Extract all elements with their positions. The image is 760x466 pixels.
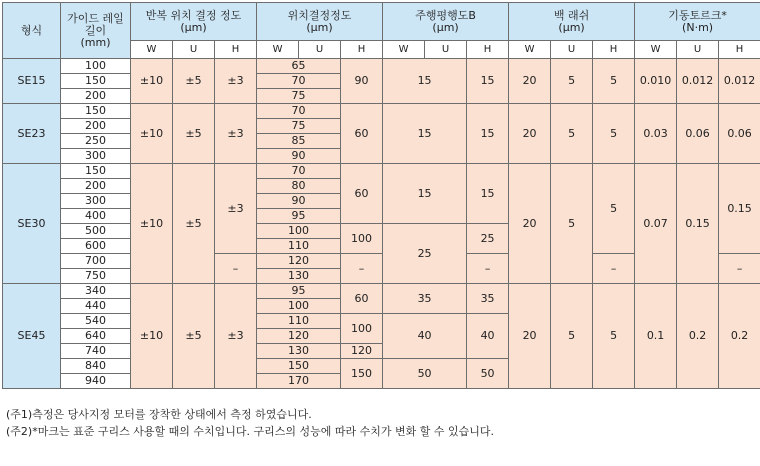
pos-wu: 150: [257, 359, 341, 374]
length-cell: 640: [61, 329, 131, 344]
length-cell: 500: [61, 224, 131, 239]
parallel-h: 15: [467, 164, 509, 224]
length-cell: 150: [61, 164, 131, 179]
pos-h: 60: [341, 284, 383, 314]
pos-wu: 95: [257, 284, 341, 299]
pos-wu: 70: [257, 74, 341, 89]
sub-h: H: [467, 41, 509, 59]
model-cell: SE30: [3, 164, 61, 284]
footnotes: [6, 406, 494, 440]
model-cell: SE45: [3, 284, 61, 389]
backlash-u: 5: [551, 284, 593, 389]
footnote-2: (주2)*마크는 표준 구리스 사용할 때의 수치입니다. 구리스의 성능에 따라 수치가 변화 할 수 있습니다.: [6, 425, 494, 438]
parallel-h: 40: [467, 314, 509, 359]
torque-w: 0.1: [635, 284, 677, 389]
pos-wu: 100: [257, 299, 341, 314]
pos-h: 100: [341, 314, 383, 344]
sub-u: U: [677, 41, 719, 59]
pos-h: 100: [341, 224, 383, 254]
repeat-h: ±3: [215, 59, 257, 104]
length-cell: 400: [61, 209, 131, 224]
sub-u: U: [299, 41, 341, 59]
pos-wu: 75: [257, 119, 341, 134]
repeat-u: ±5: [173, 59, 215, 104]
pos-wu: 70: [257, 164, 341, 179]
sub-w: W: [131, 41, 173, 59]
pos-wu: 75: [257, 89, 341, 104]
backlash-h: 5: [593, 284, 635, 389]
length-cell: 700: [61, 254, 131, 269]
footnote-1: (주1)측정은 당사지정 모터를 장착한 상태에서 측정 하였습니다.: [6, 408, 312, 421]
length-cell: 100: [61, 59, 131, 74]
sub-w: W: [257, 41, 299, 59]
pos-h: 150: [341, 359, 383, 389]
header-model: 형식: [3, 3, 61, 59]
backlash-w: 20: [509, 104, 551, 164]
header-repeat-position: 반복 위치 결정 정도 (μm): [131, 3, 257, 41]
sub-w: W: [635, 41, 677, 59]
pos-wu: 100: [257, 224, 341, 239]
spec-table: [2, 2, 760, 389]
pos-wu: 80: [257, 179, 341, 194]
torque-h: 0.06: [719, 104, 760, 164]
length-cell: 600: [61, 239, 131, 254]
torque-h: 0.2: [719, 284, 760, 389]
parallel-wu: 15: [383, 59, 467, 104]
torque-h: –: [719, 254, 760, 284]
repeat-h: ±3: [215, 164, 257, 254]
pos-wu: 95: [257, 209, 341, 224]
length-cell: 200: [61, 89, 131, 104]
backlash-w: 20: [509, 284, 551, 389]
model-cell: SE23: [3, 104, 61, 164]
backlash-h: 5: [593, 164, 635, 254]
length-cell: 200: [61, 119, 131, 134]
sub-h: H: [593, 41, 635, 59]
backlash-u: 5: [551, 164, 593, 284]
torque-u: 0.012: [677, 59, 719, 104]
pos-wu: 130: [257, 344, 341, 359]
parallel-h: 15: [467, 104, 509, 164]
length-cell: 940: [61, 374, 131, 389]
pos-h: 60: [341, 164, 383, 224]
repeat-u: ±5: [173, 284, 215, 389]
length-cell: 740: [61, 344, 131, 359]
repeat-h: ±3: [215, 284, 257, 389]
torque-w: 0.07: [635, 164, 677, 284]
parallel-wu: 35: [383, 284, 467, 314]
sub-h: H: [341, 41, 383, 59]
pos-h: 90: [341, 59, 383, 104]
length-cell: 200: [61, 179, 131, 194]
parallel-wu: 15: [383, 164, 467, 224]
length-cell: 340: [61, 284, 131, 299]
parallel-h: 25: [467, 224, 509, 254]
torque-u: 0.15: [677, 164, 719, 284]
parallel-h: 35: [467, 284, 509, 314]
header-parallelism: 주행평행도B (μm): [383, 3, 509, 41]
header-position-accuracy: 위치결정정도 (μm): [257, 3, 383, 41]
pos-wu: 90: [257, 194, 341, 209]
torque-h: 0.012: [719, 59, 760, 104]
length-cell: 440: [61, 299, 131, 314]
backlash-u: 5: [551, 104, 593, 164]
repeat-w: ±10: [131, 164, 173, 284]
repeat-h: ±3: [215, 104, 257, 164]
header-torque: 기동토르크* (N·m): [635, 3, 760, 41]
header-rail-length: 가이드 레일 길이 (mm): [61, 3, 131, 59]
torque-u: 0.2: [677, 284, 719, 389]
header-backlash: 백 래쉬 (μm): [509, 3, 635, 41]
torque-h: 0.15: [719, 164, 760, 254]
sub-u: U: [173, 41, 215, 59]
torque-w: 0.03: [635, 104, 677, 164]
length-cell: 750: [61, 269, 131, 284]
backlash-h: –: [593, 254, 635, 284]
repeat-u: ±5: [173, 164, 215, 284]
sub-h: H: [215, 41, 257, 59]
sub-u: U: [551, 41, 593, 59]
pos-h: 120: [341, 344, 383, 359]
length-cell: 150: [61, 74, 131, 89]
backlash-u: 5: [551, 59, 593, 104]
sub-w: W: [383, 41, 425, 59]
sub-u: U: [425, 41, 467, 59]
pos-wu: 120: [257, 329, 341, 344]
backlash-w: 20: [509, 59, 551, 104]
pos-h: –: [341, 254, 383, 284]
pos-wu: 170: [257, 374, 341, 389]
backlash-h: 5: [593, 104, 635, 164]
torque-w: 0.010: [635, 59, 677, 104]
pos-wu: 110: [257, 239, 341, 254]
parallel-h: –: [467, 254, 509, 284]
pos-wu: 110: [257, 314, 341, 329]
pos-wu: 130: [257, 269, 341, 284]
sub-h: H: [719, 41, 760, 59]
parallel-wu: 15: [383, 104, 467, 164]
repeat-h: –: [215, 254, 257, 284]
pos-wu: 85: [257, 134, 341, 149]
parallel-wu: 40: [383, 314, 467, 359]
length-cell: 840: [61, 359, 131, 374]
parallel-h: 15: [467, 59, 509, 104]
pos-wu: 65: [257, 59, 341, 74]
length-cell: 540: [61, 314, 131, 329]
pos-wu: 120: [257, 254, 341, 269]
length-cell: 300: [61, 194, 131, 209]
parallel-wu: 25: [383, 224, 467, 284]
length-cell: 150: [61, 104, 131, 119]
pos-h: 60: [341, 104, 383, 164]
sub-w: W: [509, 41, 551, 59]
parallel-h: 50: [467, 359, 509, 389]
pos-wu: 70: [257, 104, 341, 119]
repeat-w: ±10: [131, 59, 173, 104]
length-cell: 300: [61, 149, 131, 164]
pos-wu: 90: [257, 149, 341, 164]
backlash-w: 20: [509, 164, 551, 284]
repeat-u: ±5: [173, 104, 215, 164]
model-cell: SE15: [3, 59, 61, 104]
torque-u: 0.06: [677, 104, 719, 164]
repeat-w: ±10: [131, 104, 173, 164]
backlash-h: 5: [593, 59, 635, 104]
length-cell: 250: [61, 134, 131, 149]
parallel-wu: 50: [383, 359, 467, 389]
repeat-w: ±10: [131, 284, 173, 389]
